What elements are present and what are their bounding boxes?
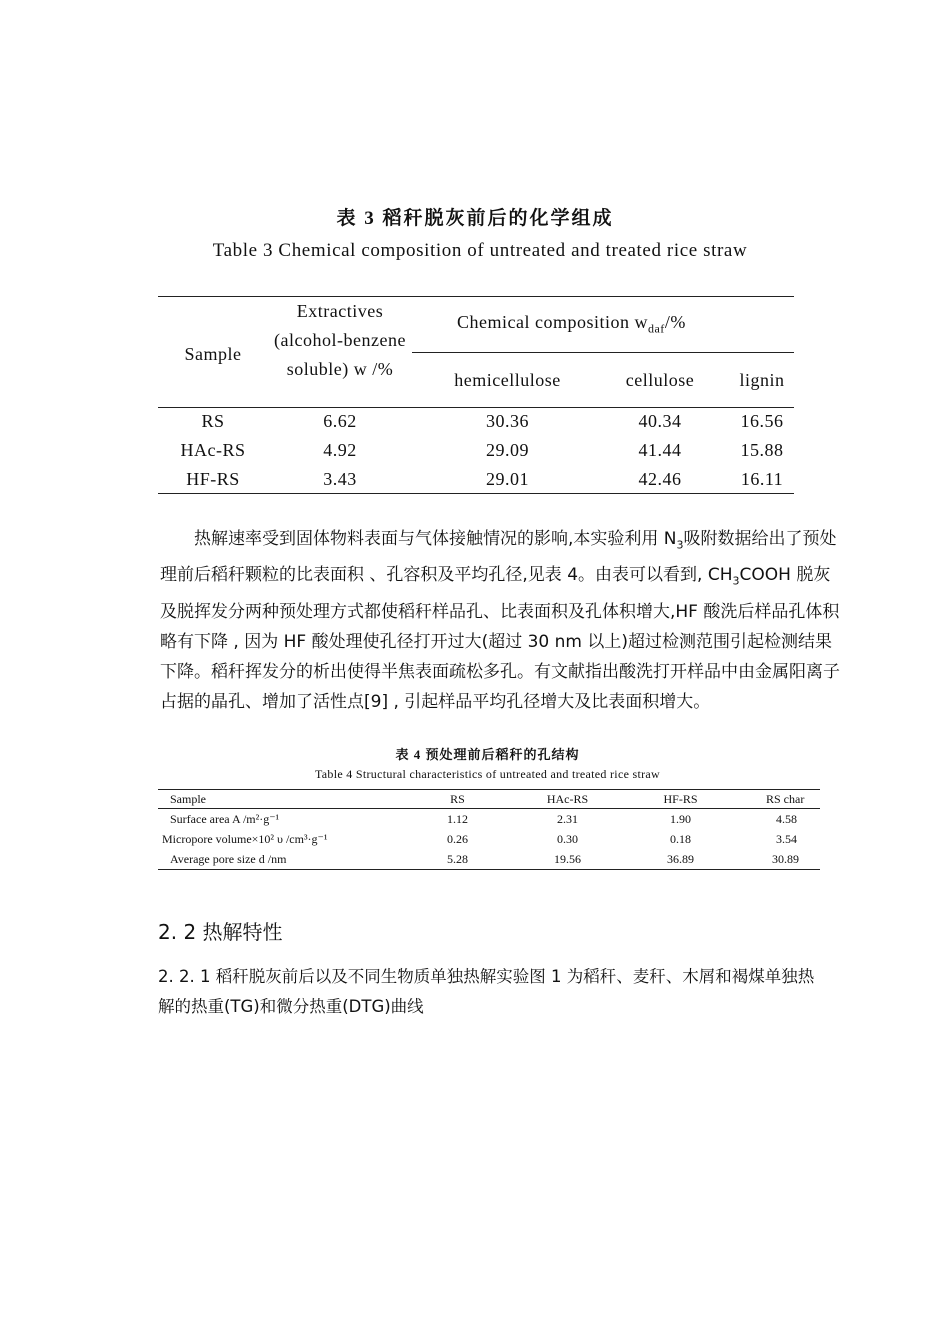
section-heading: 2. 2 热解特性 <box>158 920 283 944</box>
table4-cell: 5.28 <box>447 852 468 866</box>
table4-cell: 1.12 <box>447 812 468 826</box>
table3-row-extractives: 6.62 <box>323 411 357 431</box>
table4-title-cn: 表 4 预处理前后稻秆的孔结构 <box>395 747 580 762</box>
table4-top-rule <box>158 789 820 790</box>
table4-cell: 30.89 <box>772 852 799 866</box>
table3-row-hemicellulose: 29.01 <box>486 469 529 489</box>
table4-cell: 0.18 <box>670 832 691 846</box>
table3-row-lignin: 15.88 <box>740 440 784 460</box>
table3-row-sample: HAc-RS <box>180 440 246 460</box>
table3-row-lignin: 16.11 <box>740 469 784 489</box>
table3-row-extractives: 4.92 <box>323 440 357 460</box>
table3-row-lignin: 16.56 <box>740 411 784 431</box>
table3-mid-rule <box>412 352 794 353</box>
table4-title-en: Table 4 Structural characteristics of untreated and treated rice straw <box>314 767 660 781</box>
table3-header-cellulose: cellulose <box>625 370 695 390</box>
table3-top-rule <box>158 296 794 297</box>
subsection-text: 2. 2. 1 稻秆脱灰前后以及不同生物质单独热解实验图 1 为稻秆、麦秆、木屑和褐煤单独热解的热重(TG)和微分热重(DTG)曲线 <box>158 967 815 1016</box>
table3-row-sample: RS <box>201 411 225 431</box>
table4-bottom-rule <box>158 869 820 870</box>
table3-row-cellulose: 41.44 <box>638 440 682 460</box>
table3-row-cellulose: 42.46 <box>638 469 682 489</box>
paragraph-text: 热解速率受到固体物料表面与气体接触情况的影响,本实验利用 $N_3$吸附数据给出了预处理前后稻秆颗粒的比表面积 、孔容积及平均孔径,见表 4。由表可以看到, $CH_3COOH$ 脱灰及脱挥发分两种预处理方式都使稻秆样品孔、比表面积及孔体积增大,HF 酸洗后样品孔体积略有下降 , 因为 HF 酸处理使孔径打开过大(超过 30 nm 以上)超过检测范围引起检测结果下降。稻秆挥发分的析出使得半焦表面疏松多孔。有文献指出酸洗打开样品中由金属阳离子占据的晶孔、增加了活性点[9] , 引起样品平均孔径增大及比表面积增大。 <box>160 529 840 712</box>
table4-cell: 0.26 <box>447 832 468 846</box>
table4-header-col: HF-RS <box>663 792 698 806</box>
table3-row-sample: HF-RS <box>186 469 240 489</box>
table4-header-col: RS char <box>766 792 805 806</box>
table3-bottom-rule <box>158 493 794 494</box>
body-paragraph <box>160 524 840 717</box>
table4-row-label: Average pore size d /nm <box>170 852 287 866</box>
table3-row-extractives: 3.43 <box>323 469 357 489</box>
table3-header-chem-comp: Chemical composition $w_{daf}/\%$ <box>457 312 686 336</box>
table3-header-hemicellulose: hemicellulose <box>454 370 561 390</box>
table3-header-rule <box>158 407 794 408</box>
table4-cell: 4.58 <box>776 812 797 826</box>
table4-row-label: Surface area A /m²·g⁻¹ <box>170 812 280 826</box>
table4-cell: 36.89 <box>667 852 694 866</box>
table4-row-label: Micropore volume×10² υ /cm³·g⁻¹ <box>162 832 328 846</box>
table3-header-sample: Sample <box>184 344 242 364</box>
table3-header-extractives: Extractives (alcohol-benzene soluble) w /% <box>274 301 406 379</box>
table4-cell: 1.90 <box>670 812 691 826</box>
table4-cell: 3.54 <box>776 832 797 846</box>
table4-header-sample: Sample <box>170 792 206 806</box>
table4-cell: 19.56 <box>554 852 581 866</box>
table3-row-hemicellulose: 30.36 <box>486 411 529 431</box>
table4-header-col: HAc-RS <box>546 792 589 806</box>
table3-title-cn: 表 3 稻秆脱灰前后的化学组成 <box>336 208 614 229</box>
table3-title-en: Table 3 Chemical composition of untreated and treated rice straw <box>212 240 748 261</box>
table3-row-hemicellulose: 29.09 <box>486 440 529 460</box>
table3-header-lignin: lignin <box>739 370 785 390</box>
table4-cell: 0.30 <box>557 832 578 846</box>
table4-cell: 2.31 <box>557 812 578 826</box>
table4-header-rule <box>158 808 820 809</box>
table3-row-cellulose: 40.34 <box>638 411 682 431</box>
table4-header-col: RS <box>450 792 465 806</box>
